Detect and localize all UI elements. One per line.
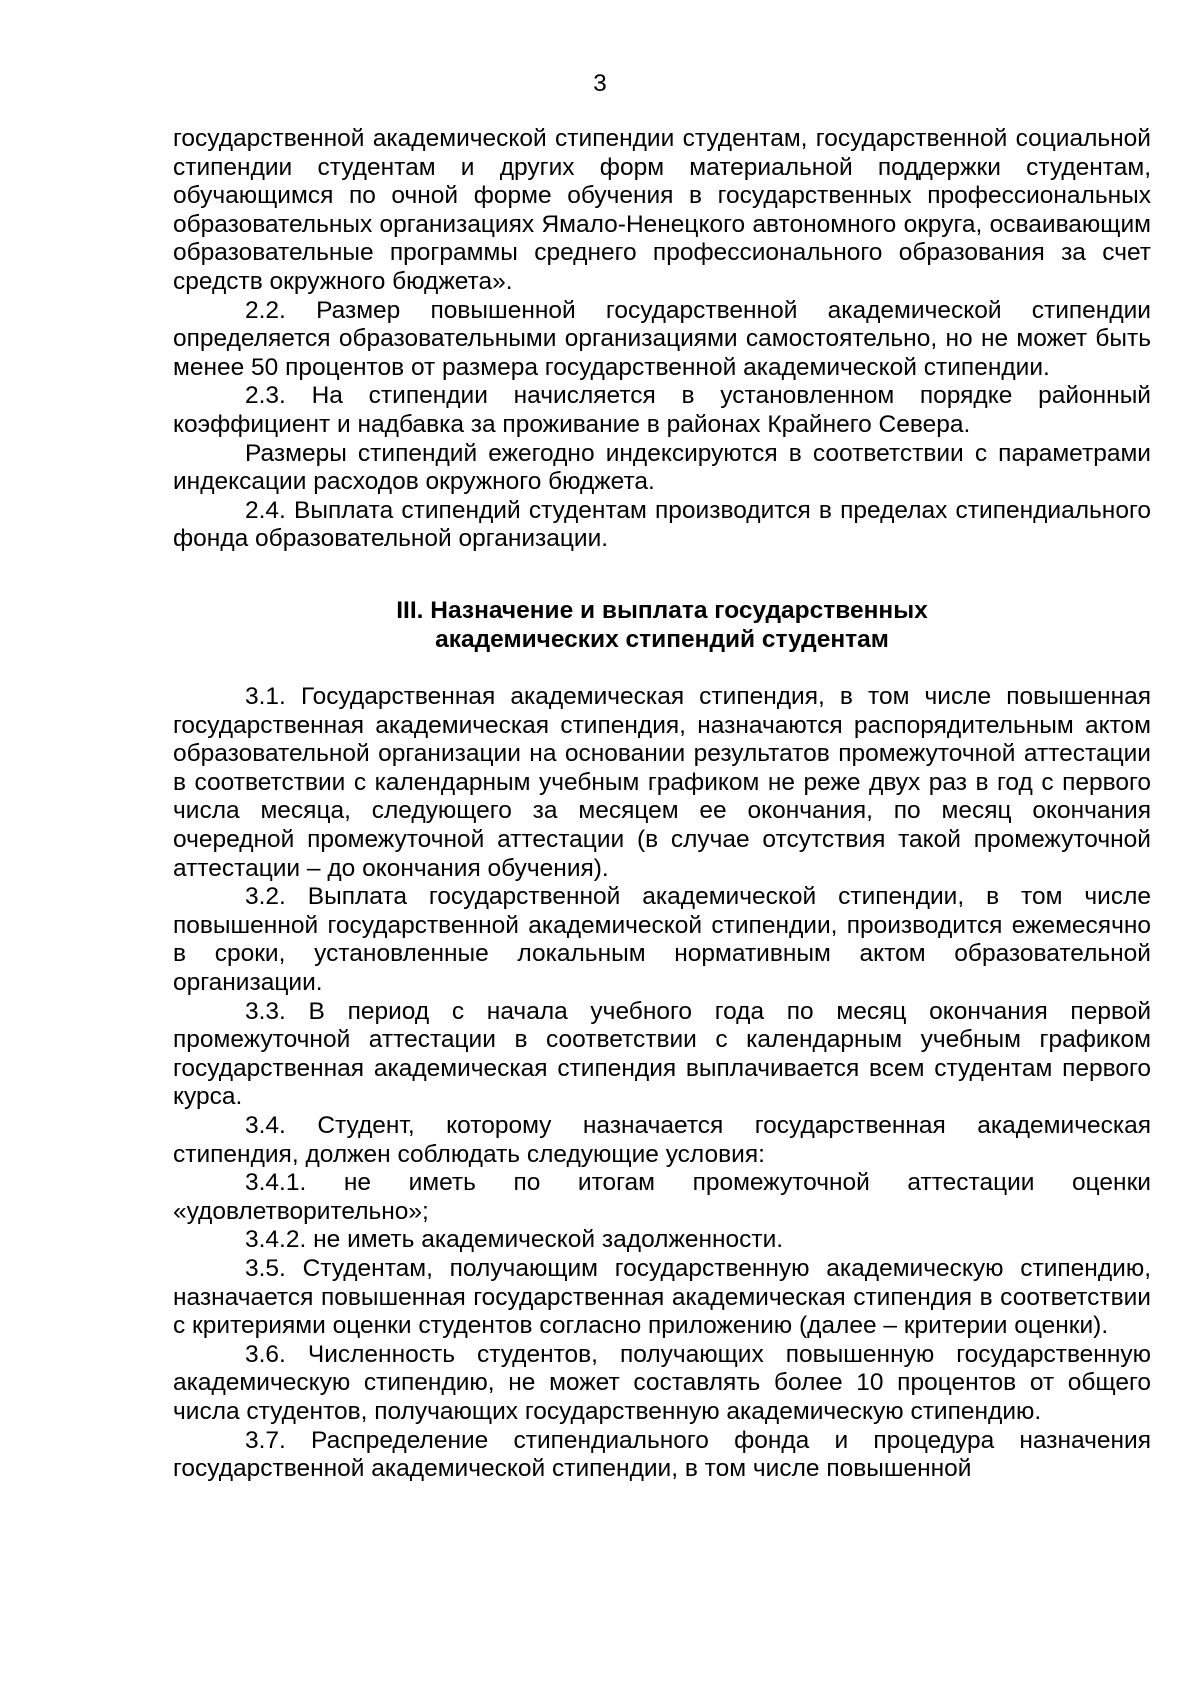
paragraph-3-3: 3.3. В период с начала учебного года по месяц окончания первой промежуточной аттестации в соответствии с календарным учебным графиком государственная академическая стипендия выплачивается всем студентам первого курса.	[173, 997, 1151, 1111]
paragraph: государственной академической стипендии студентам, государственной социальной стипендии студентам и других форм материальной поддержки студентам, обучающимся по очной форме обучения в государственных профессиональных образовательных организациях Ямало-Ненецкого автономного округа, осваивающим образовательные программы среднего профессионального образования за счет средств окружного бюджета».	[173, 125, 1151, 295]
paragraph-3-2: 3.2. Выплата государственной академической стипендии, в том числе повышенной государственной академической стипендии, производится ежемесячно в сроки, установленные локальным нормативным актом образовательной организации.	[173, 883, 1151, 997]
paragraph-3-4-2: 3.4.2. не иметь академической задолженности.	[245, 1226, 784, 1254]
page-number: 3	[593, 70, 607, 97]
section-heading	[173, 597, 1151, 654]
paragraph-2-3: 2.3. На стипендии начисляется в установленном порядке районный коэффициент и надбавка за проживание в районах Крайнего Севера.	[173, 382, 1151, 438]
paragraph-3-4: 3.4. Студент, которому назначается государственная академическая стипендия, должен соблюдать следующие условия:	[173, 1112, 1151, 1168]
section-heading-line-1: III. Назначение и выплата государственных	[396, 596, 928, 624]
paragraph-3-1: 3.1. Государственная академическая стипендия, в том числе повышенная государственная академическая стипендия, назначаются распорядительным актом образовательной организации на основании результатов промежуточной аттестации в соответствии с календарным учебным графиком не реже двух раз в год с первого числа месяца, следующего за месяцем ее окончания, по месяц окончания очередной промежуточной аттестации (в случае отсутствия такой промежуточной аттестации – до окончания обучения).	[173, 683, 1151, 882]
paragraph-3-5: 3.5. Студентам, получающим государственную академическую стипендию, назначается повышенная государственная академическая стипендия в соответствии с критериями оценки студентов согласно приложению (далее – критерии оценки).	[173, 1254, 1151, 1340]
paragraph-2-4: 2.4. Выплата стипендий студентам производится в пределах стипендиального фонда образовательной организации.	[173, 496, 1151, 553]
paragraph-3-6: 3.6. Численность студентов, получающих повышенную государственную академическую стипендию, не может составлять более 10 процентов от общего числа студентов, получающих государственную академическую стипендию.	[173, 1340, 1151, 1425]
paragraph-2-2: 2.2. Размер повышенной государственной академической стипендии определяется образовательными организациями самостоятельно, но не может быть менее 50 процентов от размера государственной академической стипендии.	[173, 296, 1151, 381]
section-heading-line-2: академических стипендий студентам	[435, 625, 889, 653]
document-body	[173, 125, 1151, 1484]
paragraph-3-4-1: 3.4.1. не иметь по итогам промежуточной аттестации оценки «удовлетворительно»;	[173, 1169, 1151, 1225]
paragraph-indexation: Размеры стипендий ежегодно индексируются в соответствии с параметрами индексации расходов окружного бюджета.	[173, 439, 1151, 496]
paragraph-3-7: 3.7. Распределение стипендиального фонда и процедура назначения государственной академической стипендии, в том числе повышенной	[173, 1426, 1151, 1483]
